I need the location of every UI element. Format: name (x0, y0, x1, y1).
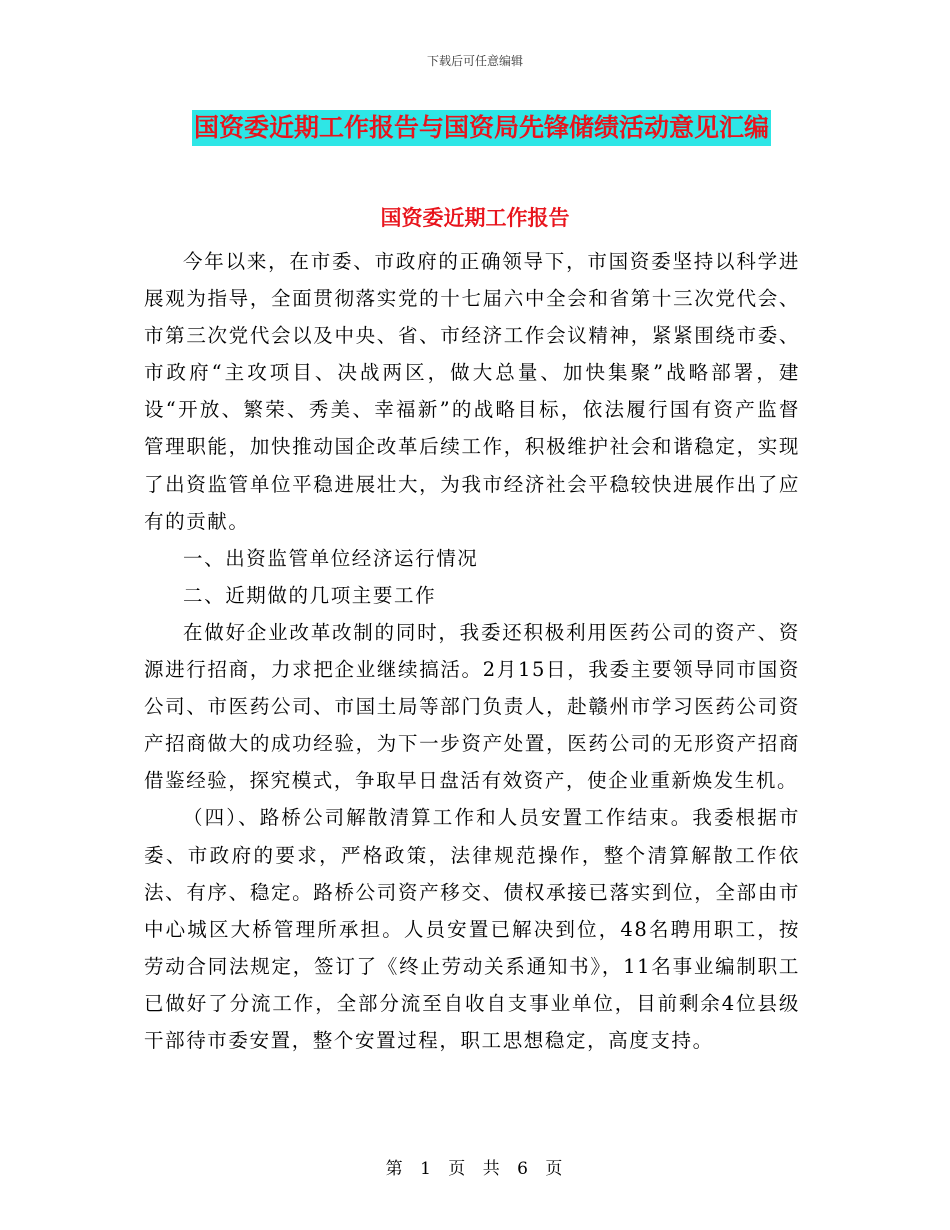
heading-economic-operation: 一、出资监管单位经济运行情况 (183, 546, 479, 570)
section-title: 国资委近期工作报告 (380, 206, 570, 230)
paragraph-intro: 今年以来，在市委、市政府的正确领导下，市国资委坚持以科学进展观为指导，全面贯彻落实党的十七届六中全会和省第十三次党代会、市第三次党代会以及中央、省、市经济工作会议精神，紧紧围绕市委、市政府“主攻项目、决战两区，做大总量、加快集聚”战略部署，建设“开放、繁荣、秀美、幸福新”的战略目标，依法履行国有资产监督管理职能，加快推动国企改革后续工作，积极维护社会和谐稳定，实现了出资监管单位平稳进展壮大，为我市经济社会平稳较快进展作出了应有的贡献。 (144, 250, 800, 533)
heading-main-work: 二、近期做的几项主要工作 (183, 583, 437, 607)
paragraph-pharma-investment: 在做好企业改革改制的同时，我委还积极利用医药公司的资产、资源进行招商，力求把企业继续搞活。2月15日，我委主要领导同市国资公司、市医药公司、市国土局等部门负责人，赴赣州市学习医药公司资产招商做大的成功经验，为下一步资产处置，医药公司的无形资产招商借鉴经验，探究模式，争取早日盘活有效资产，使企业重新焕发生机。 (144, 620, 800, 793)
paragraph-bridge-company: （四）、路桥公司解散清算工作和人员安置工作结束。我委根据市委、市政府的要求，严格政策，法律规范操作，整个清算解散工作依法、有序、稳定。路桥公司资产移交、债权承接已落实到位，全部由市中心城区大桥管理所承担。人员安置已解决到位，48名聘用职工，按劳动合同法规定，签订了《终止劳动关系通知书》，11名事业编制职工已做好了分流工作，全部分流至自收自支事业单位，目前剩余4位县级干部待市委安置，整个安置过程，职工思想稳定，高度支持。 (144, 806, 800, 1052)
page-footer: 第 1 页 共 6 页 (385, 1159, 565, 1179)
header-note: 下载后可任意编辑 (426, 54, 523, 68)
document-title: 国资委近期工作报告与国资局先锋储绩活动意见汇编 (192, 110, 771, 146)
document-body (144, 243, 800, 1059)
